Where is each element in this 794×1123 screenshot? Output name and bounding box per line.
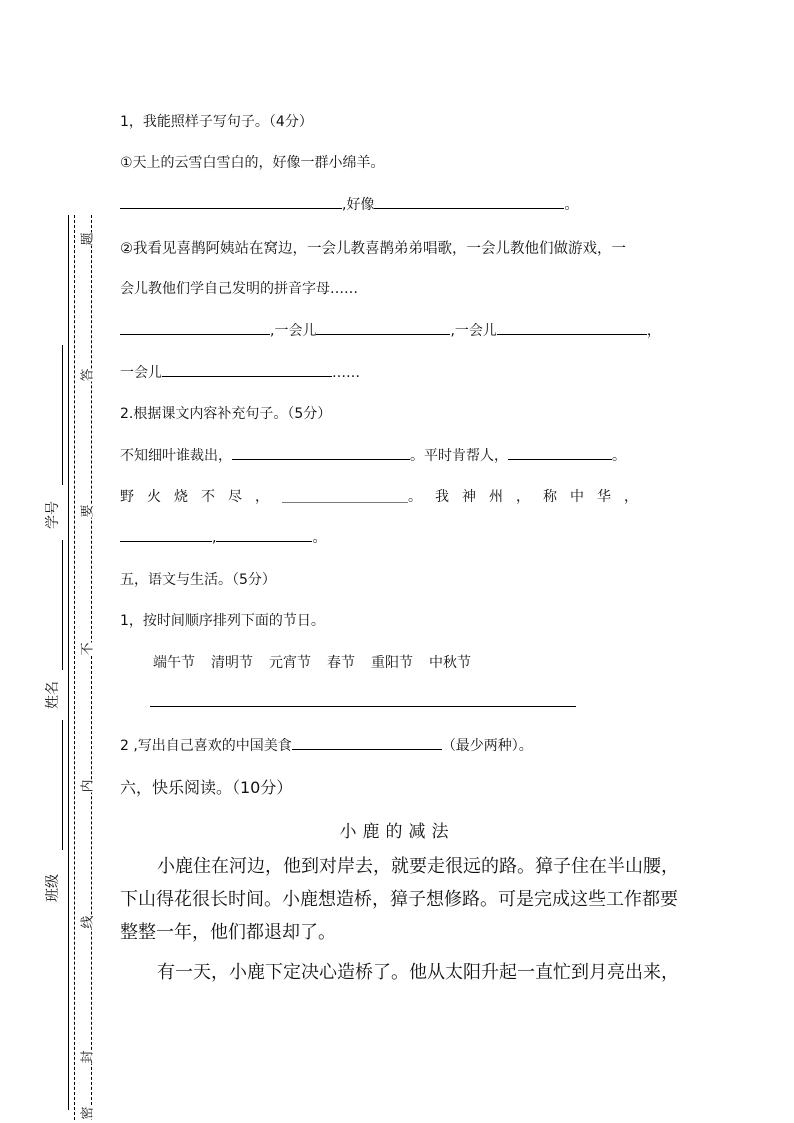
answer-blank[interactable] (316, 320, 450, 335)
festival-item: 端午节 (153, 655, 195, 671)
seal-char: 要 (80, 504, 96, 518)
seal-char: 题 (80, 232, 96, 246)
q2-line-2 (120, 486, 651, 506)
seal-char: 不 (80, 642, 96, 656)
answer-text: ,一会儿 (270, 323, 317, 339)
answer-blank[interactable] (292, 735, 442, 750)
festival-list (153, 652, 471, 672)
answer-blank[interactable] (374, 194, 564, 209)
poem-text: , (212, 530, 217, 546)
seal-char: 答 (80, 368, 96, 382)
seal-char: 内 (80, 779, 96, 793)
q1-answer-line-1 (120, 194, 578, 214)
q2-heading: 2.根据课文内容补充句子。（5分） (120, 406, 332, 422)
section5-q1-heading: 1，按时间顺序排列下面的节日。 (120, 613, 325, 629)
seal-char: 线 (80, 915, 96, 929)
q1-answer-line-3 (120, 362, 360, 382)
poem-text: 。 (312, 530, 327, 546)
story-paragraph: 有一天，小鹿下定决心造桥了。他从太阳升起一直忙到月亮出来， (157, 962, 679, 983)
dashed-blank[interactable]: ＿＿＿＿＿＿＿＿＿ (282, 489, 408, 505)
poem-text: 。平时肯帮人， (410, 448, 508, 464)
story-body (120, 850, 680, 989)
answer-text: 。 (564, 197, 579, 213)
festival-answer-line[interactable] (150, 690, 576, 707)
answer-blank[interactable] (162, 362, 332, 377)
answer-text: ， (646, 323, 661, 339)
margin-dashed-line-1 (74, 215, 75, 1120)
margin-fill-line-student-id (62, 345, 63, 485)
answer-blank[interactable] (497, 320, 647, 335)
answer-blank[interactable] (120, 194, 342, 209)
q1-example-2-line-1: ②我看见喜鹊阿姨站在窝边，一会儿教喜鹊弟弟唱歌，一会儿教他们做游戏，一 (120, 241, 626, 257)
food-prompt: 2 ,写出自己喜欢的中国美食 (120, 738, 292, 754)
binding-margin (0, 0, 110, 1123)
answer-text: …… (332, 365, 360, 381)
section6-heading: 六，快乐阅读。（10分） (120, 778, 293, 797)
q2-line-1 (120, 445, 626, 465)
answer-blank[interactable] (120, 320, 270, 335)
answer-blank[interactable] (232, 445, 410, 460)
festival-item: 清明节 (211, 655, 253, 671)
festival-item: 元宵节 (269, 655, 311, 671)
food-prompt-suffix: （最少两种）。 (441, 738, 533, 754)
answer-blank[interactable] (120, 527, 212, 542)
margin-fill-line-name (62, 540, 63, 670)
answer-text: 一会儿 (120, 365, 162, 381)
seal-char: 封 (80, 1050, 96, 1064)
poem-text: 。 (612, 448, 626, 464)
section5-q2 (120, 735, 533, 755)
q1-example-1: ①天上的云雪白雪白的，好像一群小绵羊。 (120, 155, 385, 171)
answer-blank[interactable] (508, 445, 612, 460)
answer-text: ,一会儿 (450, 323, 497, 339)
answer-text: ,好像 (342, 197, 375, 213)
festival-item: 春节 (327, 655, 355, 671)
q1-answer-line-2 (120, 320, 661, 340)
section5-heading: 五，语文与生活。（5分） (120, 572, 276, 588)
festival-item: 重阳节 (371, 655, 413, 671)
q1-example-2-line-2: 会儿教他们学自己发明的拼音字母…… (120, 281, 358, 297)
story-title: 小鹿的减法 (339, 822, 455, 842)
margin-line-outer (68, 215, 69, 1110)
poem-text: 不知细叶谁裁出， (120, 448, 232, 464)
poem-text: 野火烧不尽， (120, 489, 282, 505)
poem-text: 。我神州，称中华， (408, 489, 651, 505)
seal-char: 密 (80, 1106, 96, 1120)
story-paragraph: 小鹿住在河边，他到对岸去，就要走很远的路。獐子住在半山腰，下山得花很长时间。小鹿想造桥，獐子想修路。可是完成这些工作都要整整一年，他们都退却了。 (120, 856, 679, 943)
q1-heading: 1，我能照样子写句子。（4分） (120, 114, 313, 130)
q2-line-3 (120, 527, 326, 547)
festival-item: 中秋节 (429, 655, 471, 671)
answer-blank[interactable] (216, 527, 312, 542)
student-id-label: 学号 (45, 501, 61, 529)
class-label: 班级 (45, 874, 61, 902)
name-label: 姓名 (45, 681, 61, 709)
margin-dashed-line-2 (91, 215, 92, 1120)
